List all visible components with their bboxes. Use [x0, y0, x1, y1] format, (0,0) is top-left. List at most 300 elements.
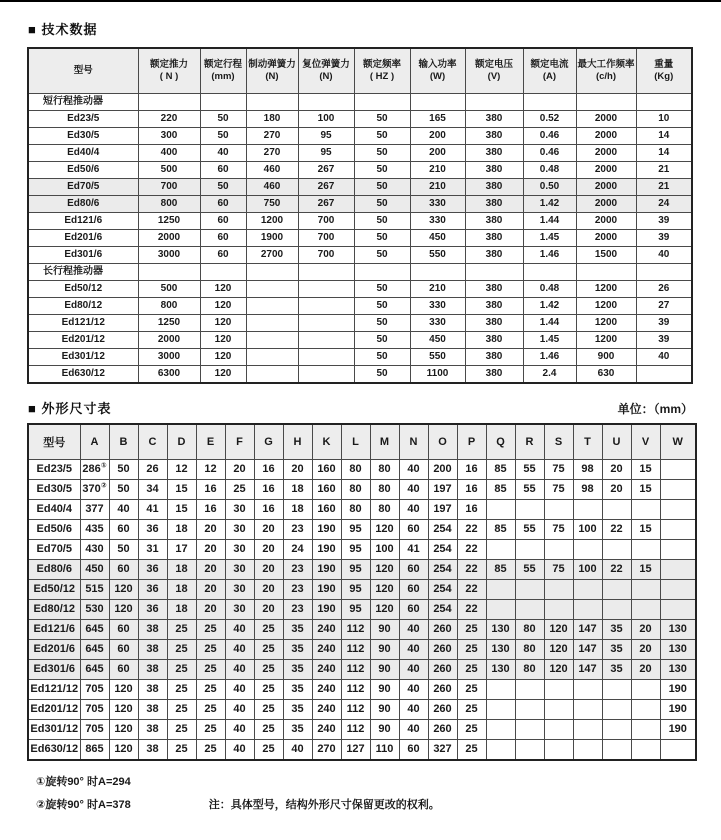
table-cell [354, 94, 410, 111]
table-cell: 16 [254, 480, 283, 500]
table-cell: 2000 [576, 179, 636, 196]
model-cell: Ed80/6 [28, 560, 80, 580]
table-row [28, 660, 696, 680]
table-cell: 630 [576, 366, 636, 384]
table-cell: 38 [138, 620, 167, 640]
table-cell: 26 [636, 281, 692, 298]
table-cell: 120 [200, 281, 246, 298]
table-cell: 460 [246, 162, 298, 179]
table-cell: 85 [486, 460, 515, 480]
column-header: R [515, 424, 544, 460]
table-cell: 22 [457, 580, 486, 600]
model-cell: Ed630/12 [28, 740, 80, 761]
table-cell [573, 500, 602, 520]
table-cell [660, 580, 696, 600]
table-cell: 27 [636, 298, 692, 315]
table-cell: 80 [370, 500, 399, 520]
table-cell: 21 [636, 162, 692, 179]
table-cell [298, 264, 354, 281]
model-cell: Ed121/6 [28, 213, 138, 230]
table-cell [515, 500, 544, 520]
table-cell [660, 600, 696, 620]
table-cell [631, 580, 660, 600]
table-cell: 15 [631, 520, 660, 540]
table-cell: 380 [465, 315, 523, 332]
table-cell: 20 [196, 540, 225, 560]
model-cell: Ed301/6 [28, 247, 138, 264]
model-cell: Ed70/5 [28, 179, 138, 196]
table-cell [660, 520, 696, 540]
model-cell: Ed121/12 [28, 315, 138, 332]
table-cell [515, 720, 544, 740]
table-cell: 700 [298, 213, 354, 230]
table-cell: 22 [457, 560, 486, 580]
table-cell [410, 264, 465, 281]
table-cell: 147 [573, 640, 602, 660]
table-cell: 380 [465, 145, 523, 162]
table-row [28, 580, 696, 600]
table-cell: 260 [428, 680, 457, 700]
table-row [28, 315, 692, 332]
table-cell: 50 [200, 128, 246, 145]
table-row [28, 349, 692, 366]
model-cell: Ed50/6 [28, 520, 80, 540]
table-cell [576, 94, 636, 111]
column-header: 型号 [28, 48, 138, 94]
table-cell: 450 [410, 230, 465, 247]
table-cell: 35 [283, 700, 312, 720]
table-cell: 41 [138, 500, 167, 520]
table-cell: 460 [246, 179, 298, 196]
footnote-marker: ② [100, 482, 107, 490]
table-cell: 15 [167, 480, 196, 500]
table-cell: 120 [200, 349, 246, 366]
table-cell: 20 [631, 620, 660, 640]
table-cell [631, 540, 660, 560]
table-cell: 1200 [246, 213, 298, 230]
table-cell: 36 [138, 580, 167, 600]
table-cell: 38 [138, 640, 167, 660]
unit-label: 单位：（mm） [617, 402, 693, 416]
table-cell [298, 281, 354, 298]
table-cell: 2000 [138, 230, 200, 247]
column-header: L [341, 424, 370, 460]
table-cell: 23 [283, 560, 312, 580]
table-cell: 705 [80, 680, 109, 700]
table-cell: 20 [225, 460, 254, 480]
table-cell: 18 [167, 580, 196, 600]
table-cell: 2000 [576, 111, 636, 128]
table-cell: 25 [457, 660, 486, 680]
model-cell: Ed201/12 [28, 700, 80, 720]
table-cell: 700 [298, 247, 354, 264]
column-header: 额定频率 ( HZ ) [354, 48, 410, 94]
column-header: W [660, 424, 696, 460]
table-cell: 40 [399, 720, 428, 740]
table-cell: 22 [602, 520, 631, 540]
table-cell: 16 [196, 480, 225, 500]
table-cell: 330 [410, 298, 465, 315]
table-cell: 25 [196, 660, 225, 680]
table-cell: 1250 [138, 213, 200, 230]
table-cell: 18 [283, 480, 312, 500]
column-header: 最大工作频率 (c/h) [576, 48, 636, 94]
table-cell [246, 264, 298, 281]
table-cell: 120 [370, 520, 399, 540]
table-cell: 110 [370, 740, 399, 761]
table-cell: 380 [465, 213, 523, 230]
table-cell: 40 [225, 640, 254, 660]
table-cell: 0.50 [523, 179, 576, 196]
table-cell: 40 [225, 620, 254, 640]
table-cell: 1200 [576, 281, 636, 298]
table-row [28, 460, 696, 480]
table-cell [602, 540, 631, 560]
table-cell: 0.46 [523, 128, 576, 145]
table-cell: 254 [428, 540, 457, 560]
table-cell [573, 700, 602, 720]
table-cell: 18 [167, 560, 196, 580]
table-cell: 75 [544, 460, 573, 480]
table-cell: 130 [486, 660, 515, 680]
table-cell: 900 [576, 349, 636, 366]
table-cell: 90 [370, 720, 399, 740]
model-cell: Ed40/4 [28, 500, 80, 520]
model-cell: Ed80/12 [28, 600, 80, 620]
table-cell [523, 264, 576, 281]
table-cell: 40 [200, 145, 246, 162]
table-cell: 10 [636, 111, 692, 128]
dimensions-table [27, 423, 697, 761]
table-cell: 90 [370, 620, 399, 640]
table-row [28, 247, 692, 264]
table-cell: 190 [660, 720, 696, 740]
table-row [28, 560, 696, 580]
table-cell: 35 [283, 680, 312, 700]
table-cell: 2000 [576, 145, 636, 162]
table-cell [298, 298, 354, 315]
table-cell: 22 [457, 520, 486, 540]
table-cell: 190 [660, 700, 696, 720]
table-cell: 1.42 [523, 298, 576, 315]
table-cell [465, 94, 523, 111]
table-cell: 50 [109, 480, 138, 500]
table-cell: 14 [636, 128, 692, 145]
table-cell: 75 [544, 560, 573, 580]
table-cell [573, 720, 602, 740]
table-row [28, 128, 692, 145]
table-cell: 16 [457, 480, 486, 500]
table-cell [573, 740, 602, 761]
table-cell: 40 [399, 660, 428, 680]
table-cell: 112 [341, 660, 370, 680]
column-header: P [457, 424, 486, 460]
table-row [28, 680, 696, 700]
column-header: B [109, 424, 138, 460]
table-cell [660, 460, 696, 480]
table-cell: 23 [283, 600, 312, 620]
table-cell: 25 [196, 700, 225, 720]
model-cell: Ed121/12 [28, 680, 80, 700]
table-cell: 0.52 [523, 111, 576, 128]
table-cell: 120 [370, 560, 399, 580]
table-cell [660, 540, 696, 560]
column-header: 额定行程 (mm) [200, 48, 246, 94]
table-cell: 25 [254, 620, 283, 640]
table-cell: 3000 [138, 349, 200, 366]
table-cell: 39 [636, 230, 692, 247]
table-cell: 330 [410, 196, 465, 213]
table-cell: 35 [283, 720, 312, 740]
table-cell: 100 [573, 520, 602, 540]
table-cell: 190 [312, 520, 341, 540]
column-header: F [225, 424, 254, 460]
column-header: V [631, 424, 660, 460]
table-cell: 35 [283, 660, 312, 680]
table-cell [631, 500, 660, 520]
table-cell: 25 [457, 680, 486, 700]
table-row [28, 196, 692, 213]
table-cell: 50 [200, 179, 246, 196]
table-cell: 20 [283, 460, 312, 480]
table-cell: 50 [354, 315, 410, 332]
table-cell: 190 [312, 600, 341, 620]
table-cell: 260 [428, 700, 457, 720]
table-cell: 2700 [246, 247, 298, 264]
table-cell: 60 [109, 520, 138, 540]
table-row [28, 230, 692, 247]
model-cell: Ed201/12 [28, 332, 138, 349]
table-cell: 15 [631, 460, 660, 480]
table-cell: 16 [457, 500, 486, 520]
table-cell [576, 264, 636, 281]
table-cell: 30 [225, 500, 254, 520]
table-cell: 1.45 [523, 332, 576, 349]
table-cell: 36 [138, 600, 167, 620]
table-cell: 38 [138, 740, 167, 761]
table-cell: 85 [486, 520, 515, 540]
table-cell: 25 [225, 480, 254, 500]
table-cell [486, 740, 515, 761]
table-cell: 190 [660, 680, 696, 700]
table-cell: 95 [341, 580, 370, 600]
table-cell: 130 [660, 620, 696, 640]
table-cell: 50 [354, 111, 410, 128]
table-cell: 435 [80, 520, 109, 540]
table-cell [515, 680, 544, 700]
table-cell: 35 [602, 640, 631, 660]
table-cell: 190 [312, 560, 341, 580]
table-cell: 120 [200, 315, 246, 332]
table-cell: 2000 [576, 128, 636, 145]
table-row [28, 720, 696, 740]
table-cell: 130 [660, 660, 696, 680]
table-cell: 1200 [576, 315, 636, 332]
table-cell: 267 [298, 179, 354, 196]
table-cell: 90 [370, 700, 399, 720]
table-cell: 267 [298, 196, 354, 213]
table-cell [660, 560, 696, 580]
table-cell: 20 [602, 460, 631, 480]
table-cell: 1.44 [523, 315, 576, 332]
table-cell: 50 [354, 162, 410, 179]
table-cell: 220 [138, 111, 200, 128]
table-cell: 50 [354, 281, 410, 298]
table-cell: 25 [457, 700, 486, 720]
table-cell: 90 [370, 660, 399, 680]
table-cell [298, 366, 354, 384]
table-cell: 23 [283, 580, 312, 600]
table-cell: 380 [465, 111, 523, 128]
table-cell: 15 [631, 480, 660, 500]
table-cell: 160 [312, 500, 341, 520]
table-cell: 2000 [576, 213, 636, 230]
table-cell: 50 [354, 332, 410, 349]
table-cell: 60 [109, 560, 138, 580]
table-cell [465, 264, 523, 281]
table-cell: 24 [283, 540, 312, 560]
table-cell: 330 [410, 213, 465, 230]
table-cell: 80 [515, 640, 544, 660]
table-cell: 370② [80, 480, 109, 500]
table-cell: 500 [138, 162, 200, 179]
table-cell [544, 740, 573, 761]
table-cell: 24 [636, 196, 692, 213]
table-cell: 127 [341, 740, 370, 761]
table-cell [544, 500, 573, 520]
table-cell: 197 [428, 480, 457, 500]
column-header: 型号 [28, 424, 80, 460]
column-header: 复位弹簧力 (N) [298, 48, 354, 94]
table-cell: 60 [109, 620, 138, 640]
table-cell: 95 [298, 145, 354, 162]
table-cell: 14 [636, 145, 692, 162]
table-cell: 40 [399, 700, 428, 720]
table-cell: 750 [246, 196, 298, 213]
table-cell [486, 500, 515, 520]
table-cell: 20 [254, 520, 283, 540]
table-cell: 645 [80, 620, 109, 640]
table-cell: 645 [80, 640, 109, 660]
table-row [28, 162, 692, 179]
table-cell: 60 [200, 247, 246, 264]
table-cell: 22 [602, 560, 631, 580]
table-cell: 40 [399, 640, 428, 660]
table-cell: 20 [196, 520, 225, 540]
table-cell: 21 [636, 179, 692, 196]
table-cell: 270 [312, 740, 341, 761]
table-cell: 60 [399, 600, 428, 620]
table-cell: 80 [341, 500, 370, 520]
table-cell: 120 [200, 332, 246, 349]
column-header: C [138, 424, 167, 460]
table-cell: 1200 [576, 332, 636, 349]
model-cell: Ed50/6 [28, 162, 138, 179]
table-cell: 240 [312, 680, 341, 700]
table-cell: 50 [354, 298, 410, 315]
model-cell: Ed80/12 [28, 298, 138, 315]
table-cell: 38 [138, 720, 167, 740]
table-cell: 705 [80, 720, 109, 740]
note-text: 注：具体型号，结构外形尺寸保留更改的权利。 [208, 799, 440, 811]
table-cell: 35 [602, 660, 631, 680]
table-cell: 20 [196, 560, 225, 580]
table-row [28, 111, 692, 128]
technical-table-header [28, 48, 692, 94]
table-cell: 380 [465, 281, 523, 298]
table-row [28, 640, 696, 660]
table-cell: 90 [370, 640, 399, 660]
column-header: E [196, 424, 225, 460]
table-cell: 50 [354, 179, 410, 196]
table-cell [138, 94, 200, 111]
table-cell: 120 [109, 680, 138, 700]
table-row [28, 600, 696, 620]
table-cell: 25 [254, 720, 283, 740]
table-cell: 400 [138, 145, 200, 162]
table-cell: 25 [167, 680, 196, 700]
table-cell [298, 315, 354, 332]
table-cell: 40 [636, 247, 692, 264]
table-cell [631, 740, 660, 761]
table-cell [486, 540, 515, 560]
table-cell: 23 [283, 520, 312, 540]
table-cell: 25 [196, 720, 225, 740]
table-row [28, 480, 696, 500]
table-cell: 31 [138, 540, 167, 560]
table-row [28, 145, 692, 162]
table-cell: 254 [428, 560, 457, 580]
table-cell: 240 [312, 720, 341, 740]
table-cell [246, 298, 298, 315]
table-cell: 40 [399, 620, 428, 640]
table-cell: 95 [298, 128, 354, 145]
table-cell [515, 700, 544, 720]
table-cell: 2000 [576, 162, 636, 179]
table-cell: 550 [410, 247, 465, 264]
table-row [28, 620, 696, 640]
table-cell: 38 [138, 700, 167, 720]
model-cell: Ed301/12 [28, 349, 138, 366]
table-cell [515, 600, 544, 620]
table-cell: 30 [225, 580, 254, 600]
table-cell: 1.46 [523, 349, 576, 366]
table-cell: 55 [515, 520, 544, 540]
table-cell [200, 264, 246, 281]
section-label: 长行程推动器 [28, 264, 138, 281]
table-cell: 380 [465, 179, 523, 196]
table-cell: 18 [167, 600, 196, 620]
table-cell: 60 [109, 660, 138, 680]
table-cell: 120 [370, 580, 399, 600]
table-cell: 25 [196, 680, 225, 700]
table-cell: 80 [515, 660, 544, 680]
table-cell: 2000 [138, 332, 200, 349]
table-cell: 120 [544, 640, 573, 660]
table-cell: 240 [312, 660, 341, 680]
table-cell: 41 [399, 540, 428, 560]
table-row [28, 366, 692, 384]
table-cell: 16 [196, 500, 225, 520]
table-cell: 60 [109, 640, 138, 660]
table-cell [246, 366, 298, 384]
table-cell: 25 [457, 620, 486, 640]
column-header: 额定电流 (A) [523, 48, 576, 94]
table-cell [602, 720, 631, 740]
table-cell: 25 [196, 640, 225, 660]
table-cell: 380 [465, 332, 523, 349]
table-cell: 25 [457, 640, 486, 660]
